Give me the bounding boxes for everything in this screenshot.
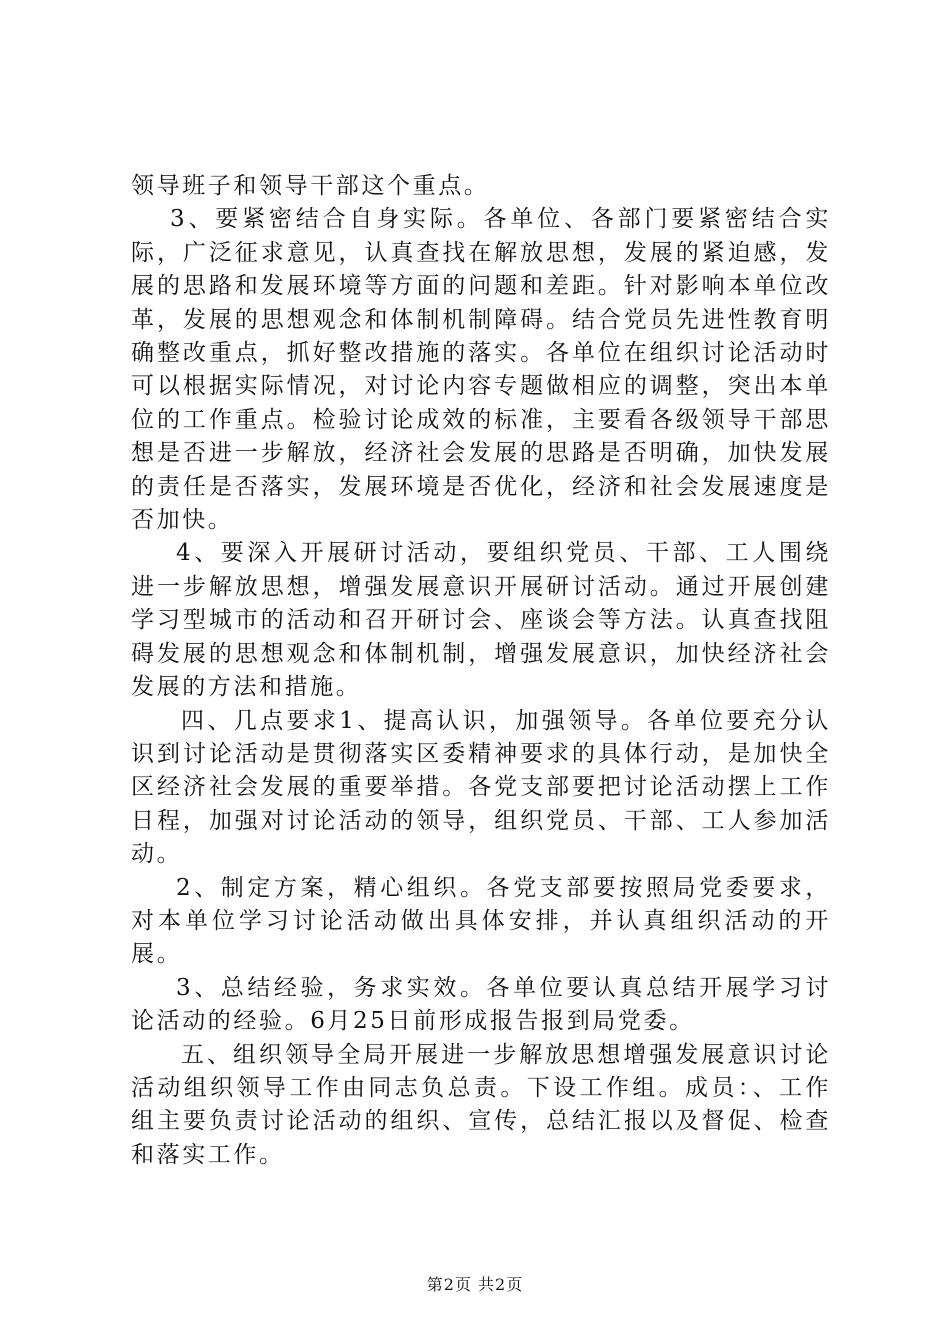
document-body — [131, 170, 831, 1172]
paragraph-continuation: 领导班子和领导干部这个重点。 — [131, 173, 490, 199]
page-number-footer: 第2页 共2页 — [426, 1275, 524, 1294]
paragraph-section-4-requirements: 四、几点要求1、提高认识，加强领导。各单位要充分认识到讨论活动是贯彻落实区委精神要求的具体行动，是加快全区经济社会发展的重要举措。各党支部要把讨论活动摆上工作日程，加强对讨论活动的领导，组织党员、干部、工人参加活动。 — [131, 707, 831, 868]
paragraph-requirement-3: 3、总结经验，务求实效。各单位要认真总结开展学习讨论活动的经验。6月25日前形成报告报到局党委。 — [131, 974, 831, 1035]
paragraph-requirement-2: 2、制定方案，精心组织。各党支部要按照局党委要求，对本单位学习讨论活动做出具体安排，并认真组织活动的开展。 — [131, 874, 831, 968]
paragraph-section-5-organization: 五、组织领导全局开展进一步解放思想增强发展意识讨论活动组织领导工作由同志负总责。下设工作组。成员：、工作组主要负责讨论活动的组织、宣传，总结汇报以及督促、检查和落实工作。 — [131, 1041, 831, 1168]
paragraph-item-4: 4、要深入开展研讨活动，要组织党员、干部、工人围绕进一步解放思想，增强发展意识开展研讨活动。通过开展创建学习型城市的活动和召开研讨会、座谈会等方法。认真查找阻碍发展的思想观念和体制机制，增强发展意识，加快经济社会发展的方法和措施。 — [131, 540, 831, 701]
paragraph-item-3: 3、要紧密结合自身实际。各单位、各部门要紧密结合实际，广泛征求意见，认真查找在解放思想，发展的紧迫感，发展的思路和发展环境等方面的问题和差距。针对影响本单位改革，发展的思想观念和体制机制障碍。结合党员先进性教育明确整改重点，抓好整改措施的落实。各单位在组织讨论活动时可以根据实际情况，对讨论内容专题做相应的调整，突出本单位的工作重点。检验讨论成效的标准，主要看各级领导干部思想是否进一步解放，经济社会发展的思路是否明确，加快发展的责任是否落实，发展环境是否优化，经济和社会发展速度是否加快。 — [131, 206, 831, 534]
